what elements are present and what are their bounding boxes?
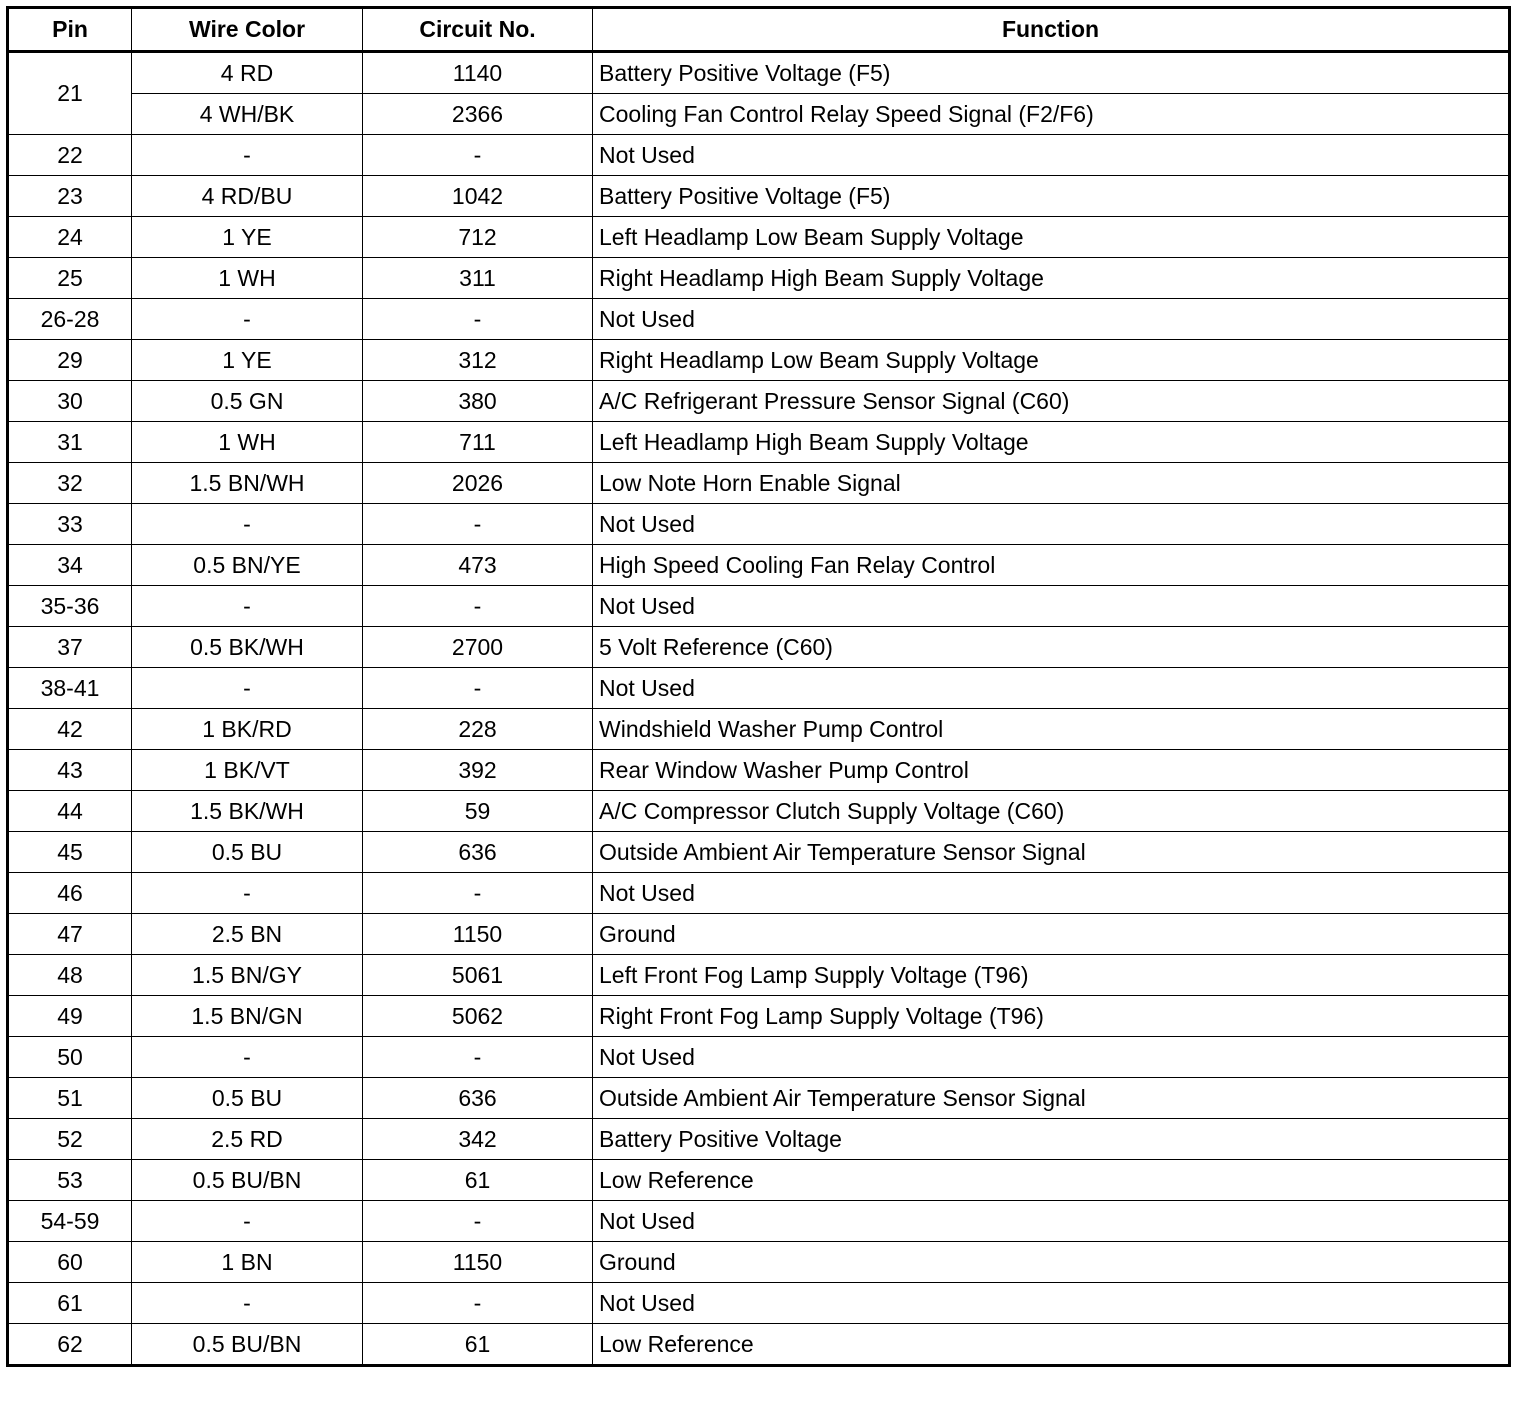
pin-cell: 60 [8, 1242, 132, 1283]
wire-color-cell: - [132, 504, 363, 545]
circuit-no-cell: 2700 [363, 627, 593, 668]
circuit-no-cell: 311 [363, 258, 593, 299]
pin-cell: 32 [8, 463, 132, 504]
function-cell: Rear Window Washer Pump Control [593, 750, 1510, 791]
function-cell: Battery Positive Voltage (F5) [593, 176, 1510, 217]
wire-color-cell: - [132, 668, 363, 709]
wire-color-cell: 2.5 RD [132, 1119, 363, 1160]
wire-color-cell: 4 WH/BK [132, 94, 363, 135]
table-row [8, 545, 1510, 586]
function-cell: Right Headlamp High Beam Supply Voltage [593, 258, 1510, 299]
function-cell: Not Used [593, 1201, 1510, 1242]
pin-cell: 54-59 [8, 1201, 132, 1242]
wire-color-cell: 0.5 BU [132, 832, 363, 873]
circuit-no-cell: 712 [363, 217, 593, 258]
table-row [8, 176, 1510, 217]
wire-color-cell: - [132, 299, 363, 340]
pin-cell: 37 [8, 627, 132, 668]
table-row [8, 1160, 1510, 1201]
function-cell: Not Used [593, 586, 1510, 627]
pin-cell: 24 [8, 217, 132, 258]
function-cell: Not Used [593, 504, 1510, 545]
table-row [8, 504, 1510, 545]
circuit-no-cell: 5062 [363, 996, 593, 1037]
pin-cell: 26-28 [8, 299, 132, 340]
table-row [8, 832, 1510, 873]
function-cell: Battery Positive Voltage [593, 1119, 1510, 1160]
table-row [8, 217, 1510, 258]
circuit-no-cell: - [363, 586, 593, 627]
table-row [8, 381, 1510, 422]
circuit-no-cell: 1150 [363, 914, 593, 955]
pin-cell: 49 [8, 996, 132, 1037]
table-row [8, 1078, 1510, 1119]
connector-pin-table [6, 6, 1511, 1367]
function-cell: Not Used [593, 299, 1510, 340]
table-row [8, 586, 1510, 627]
function-cell: Ground [593, 1242, 1510, 1283]
table-row [8, 258, 1510, 299]
table-row [8, 1201, 1510, 1242]
wire-color-cell: - [132, 135, 363, 176]
table-row [8, 1283, 1510, 1324]
wire-color-cell: 0.5 BK/WH [132, 627, 363, 668]
circuit-no-cell: 636 [363, 832, 593, 873]
function-cell: High Speed Cooling Fan Relay Control [593, 545, 1510, 586]
pin-cell: 48 [8, 955, 132, 996]
table-row [8, 996, 1510, 1037]
pin-cell: 62 [8, 1324, 132, 1366]
function-cell: Left Headlamp Low Beam Supply Voltage [593, 217, 1510, 258]
pin-cell: 51 [8, 1078, 132, 1119]
function-cell: Battery Positive Voltage (F5) [593, 52, 1510, 94]
table-row [8, 1324, 1510, 1366]
table-row [8, 135, 1510, 176]
wire-color-cell: 1 BN [132, 1242, 363, 1283]
wire-color-cell: 1 WH [132, 258, 363, 299]
circuit-no-cell: - [363, 135, 593, 176]
circuit-no-cell: 312 [363, 340, 593, 381]
circuit-no-cell: 61 [363, 1160, 593, 1201]
table-row [8, 955, 1510, 996]
pin-cell: 38-41 [8, 668, 132, 709]
function-cell: Not Used [593, 1283, 1510, 1324]
wire-color-cell: 1 YE [132, 340, 363, 381]
circuit-no-cell: 2366 [363, 94, 593, 135]
pin-cell: 61 [8, 1283, 132, 1324]
function-cell: 5 Volt Reference (C60) [593, 627, 1510, 668]
circuit-no-cell: - [363, 504, 593, 545]
pin-cell: 33 [8, 504, 132, 545]
table-row [8, 1119, 1510, 1160]
circuit-no-cell: 342 [363, 1119, 593, 1160]
table-row [8, 1242, 1510, 1283]
pin-cell: 47 [8, 914, 132, 955]
pin-cell: 22 [8, 135, 132, 176]
circuit-no-cell: 5061 [363, 955, 593, 996]
function-cell: Low Note Horn Enable Signal [593, 463, 1510, 504]
wire-color-cell: 2.5 BN [132, 914, 363, 955]
table-row [8, 791, 1510, 832]
wire-color-cell: - [132, 1037, 363, 1078]
circuit-no-cell: - [363, 1201, 593, 1242]
pin-cell: 31 [8, 422, 132, 463]
circuit-no-cell: 711 [363, 422, 593, 463]
wire-color-cell: 1.5 BN/WH [132, 463, 363, 504]
wire-color-cell: - [132, 873, 363, 914]
circuit-no-cell: 2026 [363, 463, 593, 504]
circuit-no-cell: - [363, 299, 593, 340]
function-cell: Not Used [593, 135, 1510, 176]
circuit-no-cell: - [363, 668, 593, 709]
function-cell: Right Front Fog Lamp Supply Voltage (T96) [593, 996, 1510, 1037]
pin-cell: 29 [8, 340, 132, 381]
function-cell: Low Reference [593, 1160, 1510, 1201]
table-row [8, 627, 1510, 668]
table-row [8, 873, 1510, 914]
wire-color-cell: 1.5 BK/WH [132, 791, 363, 832]
circuit-no-cell: - [363, 1037, 593, 1078]
wire-color-cell: 1 BK/RD [132, 709, 363, 750]
table-header [8, 8, 1510, 52]
wire-color-cell: - [132, 1283, 363, 1324]
wire-color-cell: 4 RD [132, 52, 363, 94]
pin-cell: 46 [8, 873, 132, 914]
circuit-no-cell: 1140 [363, 52, 593, 94]
table-row [8, 422, 1510, 463]
pin-cell: 23 [8, 176, 132, 217]
circuit-no-cell: 228 [363, 709, 593, 750]
wire-color-cell: 0.5 BN/YE [132, 545, 363, 586]
circuit-no-cell: 473 [363, 545, 593, 586]
function-cell: Left Front Fog Lamp Supply Voltage (T96) [593, 955, 1510, 996]
table-row [8, 914, 1510, 955]
function-cell: A/C Compressor Clutch Supply Voltage (C60) [593, 791, 1510, 832]
circuit-no-cell: 392 [363, 750, 593, 791]
pin-cell: 44 [8, 791, 132, 832]
circuit-no-cell: 636 [363, 1078, 593, 1119]
wire-color-cell: 0.5 GN [132, 381, 363, 422]
wire-color-cell: 4 RD/BU [132, 176, 363, 217]
pin-cell: 53 [8, 1160, 132, 1201]
wire-color-cell: 1.5 BN/GY [132, 955, 363, 996]
function-cell: Windshield Washer Pump Control [593, 709, 1510, 750]
table-row [8, 1037, 1510, 1078]
wire-color-cell: 0.5 BU [132, 1078, 363, 1119]
table-row [8, 463, 1510, 504]
wire-color-cell: 1 WH [132, 422, 363, 463]
function-cell: Not Used [593, 1037, 1510, 1078]
wire-color-cell: - [132, 586, 363, 627]
function-cell: A/C Refrigerant Pressure Sensor Signal (C60) [593, 381, 1510, 422]
function-cell: Not Used [593, 668, 1510, 709]
header-circuit-no: Circuit No. [363, 8, 593, 52]
function-cell: Ground [593, 914, 1510, 955]
circuit-no-cell: 1042 [363, 176, 593, 217]
header-function: Function [593, 8, 1510, 52]
header-wire-color: Wire Color [132, 8, 363, 52]
function-cell: Outside Ambient Air Temperature Sensor Signal [593, 1078, 1510, 1119]
circuit-no-cell: 61 [363, 1324, 593, 1366]
table-row [8, 750, 1510, 791]
wire-color-cell: - [132, 1201, 363, 1242]
pin-cell: 35-36 [8, 586, 132, 627]
table-row [8, 709, 1510, 750]
pin-cell: 34 [8, 545, 132, 586]
function-cell: Not Used [593, 873, 1510, 914]
circuit-no-cell: 59 [363, 791, 593, 832]
table-row [8, 668, 1510, 709]
wire-color-cell: 1 YE [132, 217, 363, 258]
table-row [8, 52, 1510, 94]
pin-cell: 30 [8, 381, 132, 422]
table-row [8, 299, 1510, 340]
pin-cell: 50 [8, 1037, 132, 1078]
wire-color-cell: 1.5 BN/GN [132, 996, 363, 1037]
pin-cell: 25 [8, 258, 132, 299]
pin-cell: 21 [8, 52, 132, 135]
circuit-no-cell: 1150 [363, 1242, 593, 1283]
pin-cell: 42 [8, 709, 132, 750]
header-row [8, 8, 1510, 52]
circuit-no-cell: - [363, 1283, 593, 1324]
table-row [8, 340, 1510, 381]
function-cell: Cooling Fan Control Relay Speed Signal (F2/F6) [593, 94, 1510, 135]
pin-cell: 52 [8, 1119, 132, 1160]
function-cell: Left Headlamp High Beam Supply Voltage [593, 422, 1510, 463]
function-cell: Right Headlamp Low Beam Supply Voltage [593, 340, 1510, 381]
wire-color-cell: 1 BK/VT [132, 750, 363, 791]
pin-cell: 43 [8, 750, 132, 791]
function-cell: Low Reference [593, 1324, 1510, 1366]
circuit-no-cell: - [363, 873, 593, 914]
header-pin: Pin [8, 8, 132, 52]
table-body [8, 52, 1510, 1366]
table-row [8, 94, 1510, 135]
function-cell: Outside Ambient Air Temperature Sensor Signal [593, 832, 1510, 873]
circuit-no-cell: 380 [363, 381, 593, 422]
wire-color-cell: 0.5 BU/BN [132, 1324, 363, 1366]
pin-cell: 45 [8, 832, 132, 873]
wire-color-cell: 0.5 BU/BN [132, 1160, 363, 1201]
